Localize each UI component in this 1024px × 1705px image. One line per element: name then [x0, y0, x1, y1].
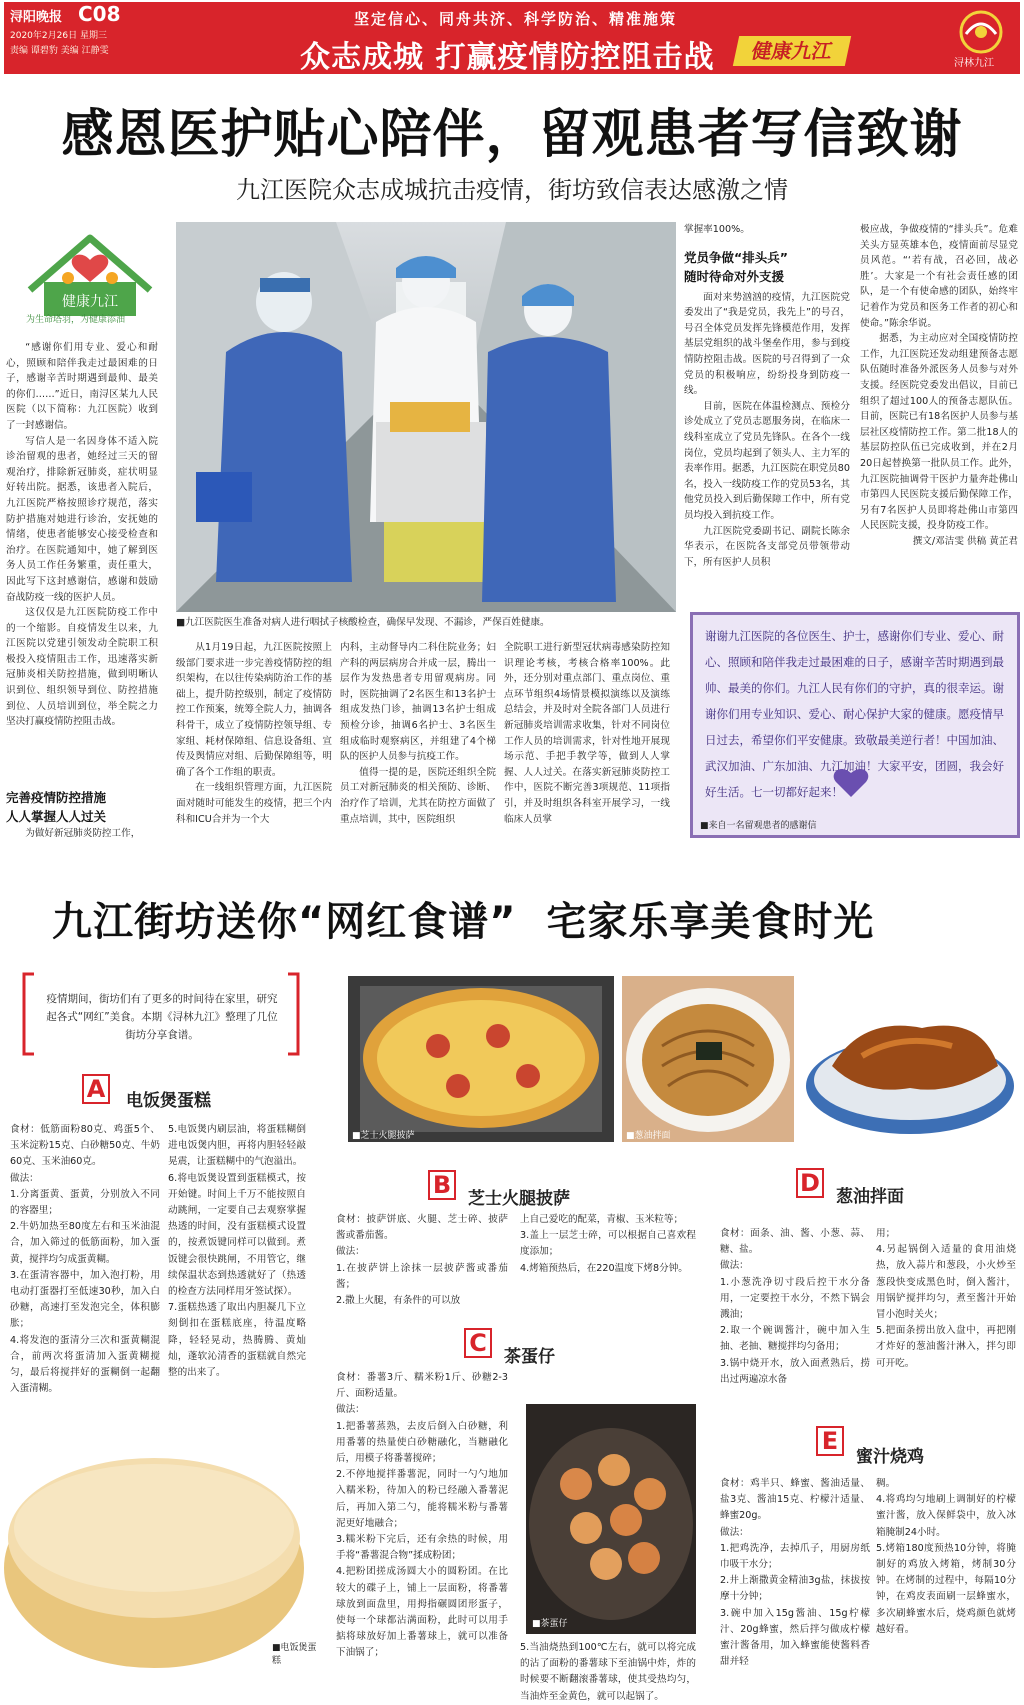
photo-caption: ■电饭煲蛋糕: [272, 1643, 317, 1666]
letter-caption: ■来自一名留观患者的感谢信: [700, 821, 817, 831]
paragraph: 为做好新冠肺炎防控工作，: [25, 828, 141, 839]
recipe-e-title: 蜜汁烧鸡: [856, 1447, 924, 1467]
recipe-d-column-2: 用； 4.另起锅倒入适量的食用油烧热，放入蒜片和葱段，小火炒至葱段快变成黑色时，倒入酱汁，用锅铲搅拌均匀，煮至酱汁开始冒小泡时关火； 5.把面条捞出放入盘中，再把刚才炸好的葱油酱汁淋入，拌匀即可开吃。: [876, 1228, 1016, 1369]
article2-intro: 疫情期间，街坊们有了更多的时间待在家里，研究起各式“网红”美食。本期《浔林九江》整理了几位街坊分享食谱。: [46, 993, 278, 1041]
recipe-a-column-2: 5.电饭煲内刷层油，将蛋糕糊倒进电饭煲内胆，再将内胆轻轻敲晃震，让蛋糕糊中的气泡溢出。 6.将电饭煲设置到蛋糕模式，按开始键。时间上千万不能按照自动跳闸，一定要自己去观察掌握热透的时间，没有蛋糕模式设置的，按煮饭键同样可以做到。煮饭键会很快跳闸，不用管它，继续保温状态到热透就好了（热透的检查方法同样用牙签试探）。 7.蛋糕热透了取出内胆凝几下立刻倒扣在蛋糕底座，待温度略降，轻轻晃动，热腾腾、黄灿灿，蓬软沁清香的蛋糕就自然完整的出来了。: [168, 1124, 306, 1379]
thank-you-letter-image: [690, 612, 1020, 838]
article2-headline: 九江街坊送你“网红食谱” 宅家乐享美食时光: [52, 899, 875, 945]
paragraph: 在一线组织管理方面，九江医院面对随时可能发生的疫情，把三个内科和ICU合并为一个大: [176, 782, 332, 825]
recipe-b-column-1: 食材：披萨饼底、火腿、芝士碎、披萨酱或番茄酱。 做法： 1.在披萨饼上涂抹一层披萨酱或番茄酱； 2.撒上火腿，有条件的可以放: [336, 1214, 508, 1307]
recipe-a-marker: A: [82, 1074, 110, 1104]
health-logo-tagline: 为生命塔羽，为健康添油: [26, 315, 126, 325]
article1-column-1: [6, 340, 158, 788]
paragraph: 极应战，争做疫情的“排头兵”。危难关头方显英雄本色，疫情面前尽显党员风范。“‘若有战，召必回，战必胜’。大家是一个有社会责任感的团队，是一个有使命感的团队，始终牢记着作为党员和医务工作者的初心和使命。”陈余华说。: [860, 224, 1018, 329]
page-header-band: [4, 2, 1020, 74]
recipe-c-marker: C: [464, 1328, 492, 1358]
recipe-e-column-2: 稠。 4.将鸡均匀地刷上调制好的柠檬蜜汁酱，放入保鲜袋中，放入冰箱腌制24小时。 5.烤箱180度预热10分钟，将腌制好的鸡放入烤箱，烤制30分钟。在烤制的过程中，每隔10分钟，在鸡皮表面刷一层蜂蜜水，多次刷蜂蜜水后，烧鸡颜色就烤越好看。: [876, 1478, 1016, 1635]
editor-credits: 责编 谭碧豹 美编 江静雯: [10, 46, 109, 56]
recipe-c-column-1: 食材：番薯3斤、糯米粉1斤、砂糖2-3斤、面粉适量。 做法： 1.把番薯蒸熟，去皮后倒入白砂糖，利用番薯的热量使白砂糖融化，当糖融化后，用模子将番薯搅碎； 2.不停地搅拌番薯泥，同时一勺勺地加入糯米粉，待加入的粉已经融入番薯泥后，再加入第二勺，能将糯米粉与番薯泥更好地融合； 3.糯米粉下完后，还有余热的时候，用手将“番薯混合物”揉成粉团； 4.把粉团搓成汤圆大小的圆粉团。在比较大的碟子上，铺上一层面粉，将番薯球放到面盘里，用拇指碾圆团形蛋子，使每一个球都沾满面粉，此时可以用手掂将球放好加上番薯球上，就可以准备下油锅了；: [336, 1372, 508, 1659]
scallion-noodles-photo: [622, 976, 794, 1142]
paragraph: 九江医院党委副书记、副院长陈余华表示，在医院各支部党员带领带动下，所有医护人员积: [684, 525, 850, 568]
article1-headline: 感恩医护贴心陪伴，留观患者写信致谢: [61, 105, 963, 165]
paragraph: “感谢你们用专业、爱心和耐心，照顾和陪伴我走过最困难的日子，感谢辛苦时期遇到最帅、最美的你们……”近日，南浔区某九人民医院（以下简称：九江医院）收到了一封感谢信。: [6, 342, 158, 431]
letter-handwriting: 谢谢九江医院的各位医生、护士，感谢你们专业、爱心、耐心、照顾和陪伴我走过最困难的日子，感谢辛苦时期遇到最帅、最美的你们。九江人民有你们的守护，真的很幸运。谢谢你们用专业知识、爱心、耐心保护大家的健康。愿疫情早日过去，希望你们平安健康。致敬最美逆行者！中国加油、武汉加油、广东加油、九江加油！大家平安，团圆，我会好好生活。七一切都好起来！: [705, 629, 1004, 799]
newspaper-name: 浔阳晚报: [10, 10, 63, 25]
article1-column-bottom-3: [504, 640, 670, 838]
medical-staff-photo: [176, 222, 676, 612]
issue-date: 2020年2月26日 星期三: [10, 31, 107, 41]
photo-caption: ■茶蛋仔: [532, 1619, 568, 1629]
byline: 撰文/邓洁雯 供稿 黄芷君: [912, 535, 1018, 547]
paragraph: 内科，主动督导内二科住院业务；妇产科的两层病房合并成一层，腾出一层作为发热患者专用留观病房。同时，医院抽调了2名医生和13名护士组成发热门诊，抽调13名护士组成预检分诊，抽调6名护士、3名医生组成临时观察病区，并组建了4个梯队的医护人员参与抗疫工作。: [340, 642, 496, 763]
recipe-c-title: 茶蛋仔: [504, 1347, 555, 1367]
article1-column-right-2: [860, 222, 1018, 634]
brand-logo-text: 浔林九江: [954, 58, 994, 69]
recipe-d-marker: D: [796, 1168, 824, 1198]
honey-roast-chicken-photo: [802, 976, 1018, 1142]
paragraph: 从1月19日起，九江医院按照上级部门要求进一步完善疫情防控的组织架构，在以往传染病防治工作的基础上，提升防控级别，制定了疫情防控工作预案，统筹全院人力，抽调各科骨干，成立了疫情防控领导组、专家组、耗材保障组、信息设备组、宣传及舆情应对组、后勤保障组等，明确了各个工作组的职责。: [176, 642, 332, 778]
slogan-top: 坚定信心、同舟共济、科学防治、精准施策: [354, 10, 678, 28]
recipe-e-column-1: 食材：鸡半只、蜂蜜、酱油适量、盐3克、酱油15克、柠檬汁适量、蜂蜜20g。 做法： 1.把鸡洗净，去掉爪子，用厨房纸巾吸干水分； 2.井上渐撒黄金精油3g盐，抹拔按摩十分钟； 3.碗中加入15g酱油、15g柠檬汁、20g蜂蜜，然后拌匀做成柠檬蜜汁酱备用，加入蜂蜜能使酱料香甜并轻: [720, 1478, 870, 1668]
paragraph: 值得一提的是，医院还组织全院员工对新冠肺炎的相关预防、诊断、治疗作了培训，尤其在防控方面做了重点培训，其中，医院组织: [340, 766, 496, 825]
recipe-a-column-1: 食材：低筋面粉80克、鸡蛋5个、玉米淀粉15克、白砂糖50克、牛奶60克、玉米油60克。 做法： 1.分离蛋黄、蛋黄，分别放入不同的容器里； 2.牛奶加热至80度左右和玉米油混合，加入筛过的低筋面粉，加入蛋黄，搅拌均匀成蛋黄糊。 3.在蛋清容器中，加入泡打粉，用电动打蛋器打至低速30秒，加入白砂糖，高速打至发泡完全，体积膨胀； 4.将发泡的蛋清分三次和蛋黄糊混合，前两次将蛋清加入蛋黄糊搅匀，最后将搅拌好的蛋糊倒一起翻入蛋清糊。: [10, 1124, 160, 1395]
article1-column-right-1: [684, 222, 850, 634]
pizza-photo: [348, 976, 614, 1142]
photo-caption: ■芝士火腿披萨: [352, 1131, 415, 1141]
paragraph: 目前，医院在体温检测点、预检分诊处成立了党员志愿服务岗，在临床一线科室成立了党员先锋队。在各个一线岗位，党员均起到了领头人、主力军的表率作用。据悉，九江医院在职党员80名，投入一线防疫工作的党员53名，其他党员投入到后勤保障工作中，所有党员均投入到抗疫工作。: [684, 400, 850, 521]
recipe-a-title: 电饭煲蛋糕: [126, 1091, 211, 1111]
paragraph: 这仅仅是九江医院防疫工作中的一个缩影。自疫情发生以来，九江医院以党建引领发动全院职工积极投入疫情阻击工作，迅速落实新冠肺炎相关防控措施，做到明晰认识到位、组织领导到位、防控措施到位、人员培训到位，举全院之力坚决打赢疫情防控阻击战。: [6, 607, 158, 728]
paragraph: 全院职工进行新型冠状病毒感染防控知识理论考核，考核合格率100%。此外，还分别对重点部门、重点岗位、重点环节组织4场情景模拟演练以及演练总结会，并及时对全院各部门人员进行新冠肺炎培训需求收集，针对不同岗位工作人员的培训需求，针对性地开展现场示范、手把手教学等，做到人人掌握、人人过关。在落实新冠肺炎防控工作中，医院不断完善3项规范、11项指引，并及时组织各科室开展学习，一线临床人员掌: [504, 642, 670, 825]
article1-column-bottom-1: [176, 640, 332, 838]
recipe-b-column-2: 上自己爱吃的配菜，青椒、玉米粒等； 3.盖上一层芝士碎，可以根据自己喜欢程度添加； 4.烤箱预热后，在220温度下烤8分钟。: [520, 1214, 696, 1274]
article1-subheadline: 九江医院众志成城抗击疫情，街坊致信表达感激之情: [236, 176, 788, 204]
photo-caption: ■葱油拌面: [626, 1131, 671, 1141]
sweet-potato-balls-photo: [526, 1404, 696, 1634]
recipe-d-title: 葱油拌面: [836, 1187, 904, 1207]
health-jiujiang-logo-name: 健康九江: [62, 294, 118, 310]
article1-column-bottom-2: [340, 640, 496, 838]
recipe-b-title: 芝士火腿披萨: [468, 1189, 570, 1209]
photo-caption: ■蜜汁烧鸡: [806, 1131, 851, 1141]
section-heading: 完善疫情防控措施 人人掌握人人过关: [6, 790, 107, 824]
recipe-b-marker: B: [428, 1170, 456, 1200]
article1-section-head-block: [6, 788, 166, 840]
paragraph: 面对来势汹汹的疫情，九江医院党委发出了“我是党员，我先上”的号召，号召全体党员发挥先锋模范作用，发挥基层党组织的战斗堡垒作用，参与到疫情防控阻击战。医院的号召得到了一众党员的积极响应，纷纷投身到防疫一线。: [684, 291, 850, 397]
recipe-c-column-2: 5.当油烧热到100℃左右，就可以将完成的沾了面粉的番薯球下至油锅中炸，炸的时候要不断翻滚番薯球，使其受热均匀，当油炸至金黄色，就可以起锅了。: [520, 1642, 696, 1702]
recipe-e-marker: E: [816, 1426, 844, 1456]
page-number: C08: [78, 2, 121, 26]
photo-caption: ■九江医院医生准备对病人进行咽拭子核酸检查，确保早发现、不漏诊，严保百姓健康。: [176, 617, 550, 628]
heart-icon: [833, 765, 869, 799]
paragraph: 据悉，为主动应对全国疫情防控工作，九江医院还发动组建预备志愿队伍随时准备外派医务人员参与对外支援。经医院党委发出倡议，目前已组织了超过100人的预备志愿队伍。目前，医院已有18名医护人员参与基层社区疫情防控工作。第二批18人的基层防控队伍已完成收到，并在2月20日起替换第一批队员工作。此外，九江医院抽调骨干医护力量奔赴佛山市第四人民医院支援后勤保障工作，另有7名医护人员即将赴佛山市第四人民医院支援，投身防疫工作。: [860, 333, 1018, 532]
paragraph: 掌握率100%。: [684, 224, 750, 235]
section-badge: 健康九江: [733, 36, 851, 66]
recipe-d-column-1: 食材：面条、油、酱、小葱、蒜、糖、盐。 做法： 1.小葱洗净切寸段后控干水分备用，一定要控干水分，不然下锅会溅油； 2.取一个碗调酱汁，碗中加入生抽、老抽、糖搅拌均匀备用； 3.锅中烧开水，放入面煮熟后，捞出过两遍凉水备: [720, 1228, 870, 1385]
paragraph: 写信人是一名因身体不适入院诊治留观的患者，她经过三天的留观治疗，排除新冠肺炎，症状明显好转出院。据悉，该患者入院后，九江医院严格按照诊疗规范，落实防护措施对她进行诊治，安抚她的情绪，使患者能够安心接受检查和治疗。在医院通知中，她了解到医务人员工作任务繁重，责任重大，因此写下这封感谢信，感谢和鼓励奋战防疫一线的医护人员。: [6, 435, 158, 603]
slogan-main: 众志成城 打赢疫情防控阻击战: [300, 40, 715, 75]
section-heading: 党员争做“排头兵” 随时待命对外支援: [684, 249, 788, 284]
